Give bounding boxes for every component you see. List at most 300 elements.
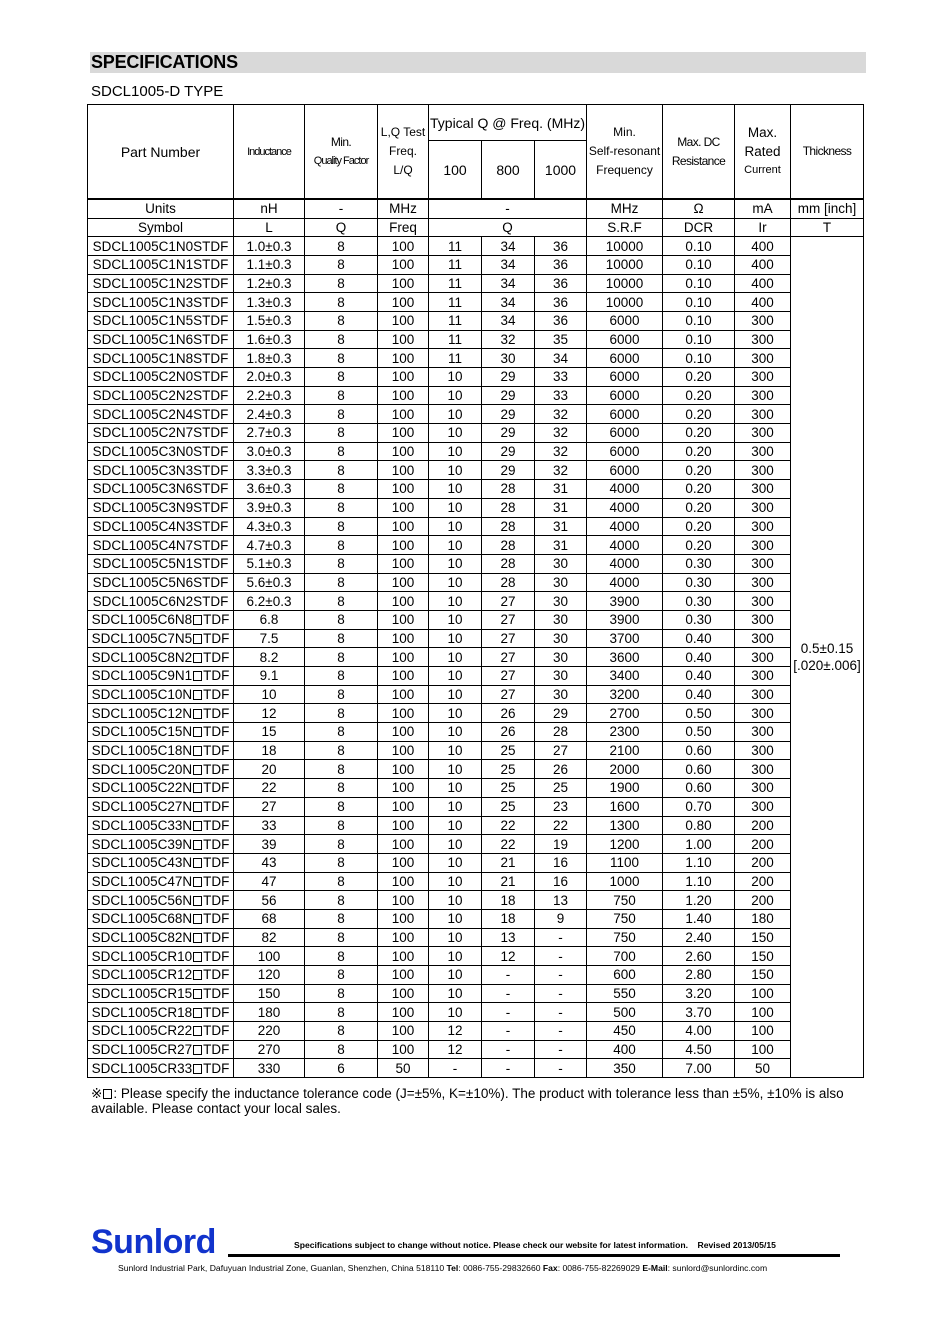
footer-notice-text: Specifications subject to change without notice. Please check our website for latest information. bbox=[294, 1240, 688, 1250]
part-number bbox=[88, 816, 234, 835]
inductance-cell: 56 bbox=[234, 891, 305, 910]
srf-cell: 3600 bbox=[587, 648, 663, 667]
table-row bbox=[88, 685, 864, 704]
dcr-cell: 0.60 bbox=[663, 779, 735, 798]
rated-current-cell: 200 bbox=[735, 816, 791, 835]
tolerance-box-icon bbox=[193, 653, 202, 663]
inductance-cell: 330 bbox=[234, 1059, 305, 1078]
q-800-cell: 12 bbox=[482, 947, 535, 966]
srf-cell: 1300 bbox=[587, 816, 663, 835]
table-row bbox=[88, 554, 864, 573]
part-number-prefix: SDCL1005C1N5STDF bbox=[92, 313, 229, 329]
min-q-cell: 8 bbox=[305, 816, 378, 835]
q-800-cell: 34 bbox=[482, 255, 535, 274]
tolerance-box-icon bbox=[193, 802, 202, 812]
part-number bbox=[88, 498, 234, 517]
rated-current-cell: 300 bbox=[735, 536, 791, 555]
part-number-prefix: SDCL1005C6N8 bbox=[91, 612, 193, 628]
test-freq-cell: 100 bbox=[378, 311, 429, 330]
tolerance-box-icon bbox=[193, 989, 202, 999]
min-q-cell: 8 bbox=[305, 237, 378, 256]
part-number-suffix: TDF bbox=[203, 929, 230, 945]
tolerance-box-icon bbox=[193, 746, 202, 756]
part-number-prefix: SDCL1005C12N bbox=[91, 705, 193, 721]
q-1000-cell: 28 bbox=[535, 723, 587, 742]
test-freq-cell: 100 bbox=[378, 554, 429, 573]
header-min-q-line1: Min. bbox=[330, 134, 352, 149]
q-800-cell: 27 bbox=[482, 667, 535, 686]
q-1000-cell: 36 bbox=[535, 274, 587, 293]
table-row bbox=[88, 947, 864, 966]
srf-cell: 1100 bbox=[587, 853, 663, 872]
part-number bbox=[88, 872, 234, 891]
part-number bbox=[88, 629, 234, 648]
test-freq-cell: 100 bbox=[378, 386, 429, 405]
part-number bbox=[88, 311, 234, 330]
q-1000-cell: 35 bbox=[535, 330, 587, 349]
part-number-prefix: SDCL1005C1N8STDF bbox=[92, 350, 229, 366]
dcr-cell: 3.20 bbox=[663, 984, 735, 1003]
q-1000-cell: 36 bbox=[535, 255, 587, 274]
header-freq-1000: 1000 bbox=[535, 141, 587, 200]
symbol-label: Symbol bbox=[88, 218, 234, 237]
part-number-suffix: TDF bbox=[203, 687, 230, 703]
table-row bbox=[88, 405, 864, 424]
q-100-cell: 10 bbox=[429, 984, 482, 1003]
table-row bbox=[88, 928, 864, 947]
table-row bbox=[88, 368, 864, 387]
q-800-cell: 30 bbox=[482, 349, 535, 368]
q-800-cell: 29 bbox=[482, 424, 535, 443]
part-number bbox=[88, 405, 234, 424]
min-q-cell: 8 bbox=[305, 442, 378, 461]
q-1000-cell: 31 bbox=[535, 498, 587, 517]
q-1000-cell: 19 bbox=[535, 835, 587, 854]
srf-cell: 10000 bbox=[587, 237, 663, 256]
header-srf-line1: Min. bbox=[613, 125, 636, 139]
table-row bbox=[88, 517, 864, 536]
table-row bbox=[88, 255, 864, 274]
dcr-cell: 0.80 bbox=[663, 816, 735, 835]
tolerance-box-icon bbox=[193, 896, 202, 906]
min-q-cell: 8 bbox=[305, 1022, 378, 1041]
table-row bbox=[88, 779, 864, 798]
part-number-suffix: TDF bbox=[203, 836, 230, 852]
test-freq-cell: 100 bbox=[378, 480, 429, 499]
srf-cell: 500 bbox=[587, 1003, 663, 1022]
table-row bbox=[88, 723, 864, 742]
part-number-suffix: TDF bbox=[203, 649, 230, 665]
part-number-prefix: SDCL1005C2N2STDF bbox=[92, 388, 229, 404]
units-current: mA bbox=[735, 199, 791, 218]
min-q-cell: 8 bbox=[305, 592, 378, 611]
table-row bbox=[88, 667, 864, 686]
table-row bbox=[88, 1003, 864, 1022]
header-rated-line3: Current bbox=[744, 164, 781, 176]
part-number-prefix: SDCL1005C27N bbox=[91, 799, 193, 815]
q-800-cell: - bbox=[482, 1022, 535, 1041]
tolerance-box-icon bbox=[193, 933, 202, 943]
srf-cell: 550 bbox=[587, 984, 663, 1003]
table-row bbox=[88, 1022, 864, 1041]
q-1000-cell: 30 bbox=[535, 554, 587, 573]
q-1000-cell: 30 bbox=[535, 648, 587, 667]
inductance-cell: 2.0±0.3 bbox=[234, 368, 305, 387]
q-100-cell: 10 bbox=[429, 779, 482, 798]
part-number-prefix: SDCL1005C3N6STDF bbox=[92, 481, 229, 497]
dcr-cell: 0.40 bbox=[663, 667, 735, 686]
dcr-cell: 4.50 bbox=[663, 1040, 735, 1059]
dcr-cell: 3.70 bbox=[663, 1003, 735, 1022]
header-lq-line1: L,Q Test bbox=[380, 125, 426, 139]
test-freq-cell: 100 bbox=[378, 592, 429, 611]
part-number-prefix: SDCL1005CR18 bbox=[91, 1004, 193, 1020]
q-100-cell: 10 bbox=[429, 853, 482, 872]
q-800-cell: 34 bbox=[482, 293, 535, 312]
inductance-cell: 1.5±0.3 bbox=[234, 311, 305, 330]
q-100-cell: 10 bbox=[429, 1003, 482, 1022]
q-100-cell: - bbox=[429, 1059, 482, 1078]
tel-value: : 0086-755-29832660 bbox=[458, 1263, 541, 1273]
q-800-cell: 28 bbox=[482, 573, 535, 592]
symbol-freq: Freq bbox=[378, 218, 429, 237]
dcr-cell: 1.40 bbox=[663, 909, 735, 928]
dcr-cell: 0.20 bbox=[663, 536, 735, 555]
min-q-cell: 8 bbox=[305, 573, 378, 592]
q-1000-cell: 31 bbox=[535, 536, 587, 555]
srf-cell: 4000 bbox=[587, 554, 663, 573]
q-1000-cell: 32 bbox=[535, 424, 587, 443]
tolerance-box-icon bbox=[193, 1045, 202, 1055]
part-number bbox=[88, 330, 234, 349]
q-100-cell: 11 bbox=[429, 274, 482, 293]
dcr-cell: 2.40 bbox=[663, 928, 735, 947]
header-freq-100: 100 bbox=[429, 141, 482, 200]
part-number-prefix: SDCL1005C22N bbox=[91, 780, 193, 796]
symbol-typical-q: Q bbox=[429, 218, 587, 237]
q-1000-cell: 32 bbox=[535, 405, 587, 424]
q-800-cell: 29 bbox=[482, 386, 535, 405]
q-1000-cell: 16 bbox=[535, 853, 587, 872]
part-number-suffix: TDF bbox=[203, 761, 230, 777]
part-number-prefix: SDCL1005C33N bbox=[91, 817, 193, 833]
q-100-cell: 12 bbox=[429, 1040, 482, 1059]
table-row bbox=[88, 536, 864, 555]
part-number bbox=[88, 835, 234, 854]
symbol-q: Q bbox=[305, 218, 378, 237]
srf-cell: 2100 bbox=[587, 741, 663, 760]
q-800-cell: 22 bbox=[482, 816, 535, 835]
min-q-cell: 8 bbox=[305, 947, 378, 966]
test-freq-cell: 100 bbox=[378, 1040, 429, 1059]
inductance-cell: 4.7±0.3 bbox=[234, 536, 305, 555]
units-freq: MHz bbox=[378, 199, 429, 218]
dcr-cell: 1.10 bbox=[663, 872, 735, 891]
part-number-prefix: SDCL1005CR22 bbox=[91, 1023, 193, 1039]
rated-current-cell: 150 bbox=[735, 947, 791, 966]
srf-cell: 10000 bbox=[587, 293, 663, 312]
q-800-cell: 13 bbox=[482, 928, 535, 947]
test-freq-cell: 100 bbox=[378, 835, 429, 854]
min-q-cell: 8 bbox=[305, 610, 378, 629]
q-800-cell: - bbox=[482, 1059, 535, 1078]
rated-current-cell: 400 bbox=[735, 274, 791, 293]
dcr-cell: 0.40 bbox=[663, 648, 735, 667]
srf-cell: 3400 bbox=[587, 667, 663, 686]
min-q-cell: 8 bbox=[305, 461, 378, 480]
rated-current-cell: 100 bbox=[735, 984, 791, 1003]
q-100-cell: 10 bbox=[429, 947, 482, 966]
part-number-prefix: SDCL1005C1N2STDF bbox=[92, 275, 229, 291]
part-number bbox=[88, 704, 234, 723]
tolerance-note bbox=[91, 1086, 871, 1116]
part-number-suffix: TDF bbox=[203, 799, 230, 815]
test-freq-cell: 100 bbox=[378, 424, 429, 443]
table-row bbox=[88, 461, 864, 480]
part-number-prefix: SDCL1005C15N bbox=[91, 724, 193, 740]
q-100-cell: 11 bbox=[429, 330, 482, 349]
q-1000-cell: 32 bbox=[535, 442, 587, 461]
header-dcr bbox=[663, 105, 735, 200]
srf-cell: 400 bbox=[587, 1040, 663, 1059]
test-freq-cell: 100 bbox=[378, 947, 429, 966]
q-100-cell: 10 bbox=[429, 966, 482, 985]
q-100-cell: 10 bbox=[429, 872, 482, 891]
q-1000-cell: - bbox=[535, 947, 587, 966]
test-freq-cell: 100 bbox=[378, 498, 429, 517]
q-800-cell: 21 bbox=[482, 853, 535, 872]
part-number-suffix: TDF bbox=[203, 911, 230, 927]
test-freq-cell: 100 bbox=[378, 368, 429, 387]
table-row bbox=[88, 797, 864, 816]
test-freq-cell: 100 bbox=[378, 723, 429, 742]
q-1000-cell: 30 bbox=[535, 667, 587, 686]
q-1000-cell: 31 bbox=[535, 480, 587, 499]
part-number-prefix: SDCL1005C1N3STDF bbox=[92, 294, 229, 310]
srf-cell: 4000 bbox=[587, 517, 663, 536]
rated-current-cell: 300 bbox=[735, 704, 791, 723]
test-freq-cell: 100 bbox=[378, 704, 429, 723]
inductance-cell: 1.2±0.3 bbox=[234, 274, 305, 293]
q-1000-cell: 30 bbox=[535, 592, 587, 611]
symbol-current: Ir bbox=[735, 218, 791, 237]
dcr-cell: 7.00 bbox=[663, 1059, 735, 1078]
tolerance-box-icon bbox=[193, 952, 202, 962]
min-q-cell: 8 bbox=[305, 554, 378, 573]
srf-cell: 6000 bbox=[587, 330, 663, 349]
rated-current-cell: 300 bbox=[735, 667, 791, 686]
part-number bbox=[88, 1059, 234, 1078]
part-number-suffix: TDF bbox=[203, 1004, 230, 1020]
test-freq-cell: 100 bbox=[378, 891, 429, 910]
srf-cell: 6000 bbox=[587, 368, 663, 387]
q-100-cell: 10 bbox=[429, 536, 482, 555]
part-number-prefix: SDCL1005C3N9STDF bbox=[92, 500, 229, 516]
rated-current-cell: 400 bbox=[735, 293, 791, 312]
q-800-cell: - bbox=[482, 984, 535, 1003]
table-row bbox=[88, 311, 864, 330]
test-freq-cell: 100 bbox=[378, 741, 429, 760]
q-800-cell: 25 bbox=[482, 797, 535, 816]
table-row bbox=[88, 293, 864, 312]
min-q-cell: 8 bbox=[305, 667, 378, 686]
min-q-cell: 8 bbox=[305, 685, 378, 704]
q-1000-cell: 36 bbox=[535, 237, 587, 256]
table-row bbox=[88, 984, 864, 1003]
q-800-cell: 27 bbox=[482, 629, 535, 648]
part-number-prefix: SDCL1005C7N5 bbox=[91, 630, 193, 646]
tolerance-box-icon bbox=[193, 840, 202, 850]
srf-cell: 6000 bbox=[587, 311, 663, 330]
q-800-cell: - bbox=[482, 966, 535, 985]
rated-current-cell: 400 bbox=[735, 255, 791, 274]
inductance-cell: 3.0±0.3 bbox=[234, 442, 305, 461]
dcr-cell: 0.30 bbox=[663, 573, 735, 592]
q-800-cell: 28 bbox=[482, 498, 535, 517]
rated-current-cell: 300 bbox=[735, 592, 791, 611]
srf-cell: 1900 bbox=[587, 779, 663, 798]
rated-current-cell: 300 bbox=[735, 386, 791, 405]
inductance-cell: 9.1 bbox=[234, 667, 305, 686]
test-freq-cell: 100 bbox=[378, 237, 429, 256]
rated-current-cell: 300 bbox=[735, 648, 791, 667]
part-number-suffix: TDF bbox=[203, 743, 230, 759]
test-freq-cell: 100 bbox=[378, 536, 429, 555]
table-row bbox=[88, 498, 864, 517]
srf-cell: 4000 bbox=[587, 480, 663, 499]
q-1000-cell: - bbox=[535, 984, 587, 1003]
part-number bbox=[88, 274, 234, 293]
part-number bbox=[88, 648, 234, 667]
rated-current-cell: 150 bbox=[735, 966, 791, 985]
q-100-cell: 10 bbox=[429, 667, 482, 686]
q-1000-cell: 30 bbox=[535, 629, 587, 648]
srf-cell: 6000 bbox=[587, 386, 663, 405]
min-q-cell: 8 bbox=[305, 723, 378, 742]
min-q-cell: 8 bbox=[305, 648, 378, 667]
test-freq-cell: 100 bbox=[378, 966, 429, 985]
q-100-cell: 12 bbox=[429, 1022, 482, 1041]
part-number-prefix: SDCL1005C82N bbox=[91, 929, 193, 945]
min-q-cell: 8 bbox=[305, 797, 378, 816]
dcr-cell: 0.20 bbox=[663, 368, 735, 387]
rated-current-cell: 180 bbox=[735, 909, 791, 928]
inductance-cell: 1.1±0.3 bbox=[234, 255, 305, 274]
part-number bbox=[88, 797, 234, 816]
part-number-suffix: TDF bbox=[203, 948, 230, 964]
q-800-cell: 27 bbox=[482, 685, 535, 704]
units-thickness: mm [inch] bbox=[791, 199, 864, 218]
part-number bbox=[88, 554, 234, 573]
srf-cell: 2000 bbox=[587, 760, 663, 779]
rated-current-cell: 100 bbox=[735, 1003, 791, 1022]
dcr-cell: 0.60 bbox=[663, 760, 735, 779]
inductance-cell: 120 bbox=[234, 966, 305, 985]
part-number-prefix: SDCL1005C47N bbox=[91, 873, 193, 889]
dcr-cell: 0.10 bbox=[663, 349, 735, 368]
tolerance-box-icon bbox=[193, 690, 202, 700]
note-text: : Please specify the inductance tolerance code (J=±5%, K=±10%). The product with tolerance less than ±5%, ±10% is also available. Please contact your local sales. bbox=[91, 1086, 844, 1116]
q-1000-cell: - bbox=[535, 1059, 587, 1078]
srf-cell: 3700 bbox=[587, 629, 663, 648]
min-q-cell: 8 bbox=[305, 891, 378, 910]
test-freq-cell: 100 bbox=[378, 610, 429, 629]
email-label: E-Mail bbox=[642, 1263, 668, 1273]
dcr-cell: 0.20 bbox=[663, 498, 735, 517]
header-lq-test bbox=[378, 105, 429, 200]
header-dcr-line1: Max. DC bbox=[677, 134, 720, 149]
dcr-cell: 0.10 bbox=[663, 330, 735, 349]
srf-cell: 6000 bbox=[587, 405, 663, 424]
q-100-cell: 11 bbox=[429, 293, 482, 312]
q-100-cell: 10 bbox=[429, 517, 482, 536]
q-1000-cell: 27 bbox=[535, 741, 587, 760]
test-freq-cell: 100 bbox=[378, 330, 429, 349]
q-800-cell: 28 bbox=[482, 536, 535, 555]
header-dcr-line2: Resistance bbox=[671, 153, 726, 168]
table-row bbox=[88, 835, 864, 854]
part-number bbox=[88, 1022, 234, 1041]
fax-value: : 0086-755-82269029 bbox=[557, 1263, 640, 1273]
q-1000-cell: - bbox=[535, 1040, 587, 1059]
srf-cell: 4000 bbox=[587, 536, 663, 555]
symbol-thickness: T bbox=[791, 218, 864, 237]
srf-cell: 600 bbox=[587, 966, 663, 985]
dcr-cell: 2.60 bbox=[663, 947, 735, 966]
q-1000-cell: 31 bbox=[535, 517, 587, 536]
inductance-cell: 1.6±0.3 bbox=[234, 330, 305, 349]
min-q-cell: 8 bbox=[305, 368, 378, 387]
q-1000-cell: 36 bbox=[535, 293, 587, 312]
q-100-cell: 10 bbox=[429, 741, 482, 760]
srf-cell: 2300 bbox=[587, 723, 663, 742]
tolerance-box-icon bbox=[193, 1008, 202, 1018]
part-number-prefix: SDCL1005C18N bbox=[91, 743, 193, 759]
dcr-cell: 0.30 bbox=[663, 554, 735, 573]
test-freq-cell: 100 bbox=[378, 442, 429, 461]
q-1000-cell: 33 bbox=[535, 386, 587, 405]
part-number bbox=[88, 424, 234, 443]
inductance-cell: 82 bbox=[234, 928, 305, 947]
part-number-suffix: TDF bbox=[203, 817, 230, 833]
srf-cell: 1200 bbox=[587, 835, 663, 854]
inductance-cell: 7.5 bbox=[234, 629, 305, 648]
rated-current-cell: 300 bbox=[735, 461, 791, 480]
table-row bbox=[88, 891, 864, 910]
header-thickness: Thickness bbox=[791, 105, 864, 200]
srf-cell: 6000 bbox=[587, 442, 663, 461]
dcr-cell: 1.20 bbox=[663, 891, 735, 910]
part-number-prefix: SDCL1005C1N6STDF bbox=[92, 331, 229, 347]
rated-current-cell: 300 bbox=[735, 330, 791, 349]
part-number-prefix: SDCL1005C3N0STDF bbox=[92, 444, 229, 460]
units-srf: MHz bbox=[587, 199, 663, 218]
q-800-cell: 26 bbox=[482, 704, 535, 723]
part-number bbox=[88, 723, 234, 742]
part-number bbox=[88, 928, 234, 947]
tolerance-box-icon bbox=[193, 634, 202, 644]
min-q-cell: 8 bbox=[305, 779, 378, 798]
tolerance-box-icon bbox=[103, 1089, 112, 1099]
part-number-suffix: TDF bbox=[203, 855, 230, 871]
q-100-cell: 10 bbox=[429, 723, 482, 742]
q-1000-cell: - bbox=[535, 1022, 587, 1041]
table-row bbox=[88, 872, 864, 891]
rated-current-cell: 300 bbox=[735, 797, 791, 816]
q-800-cell: 26 bbox=[482, 723, 535, 742]
min-q-cell: 8 bbox=[305, 293, 378, 312]
part-number-suffix: TDF bbox=[203, 1023, 230, 1039]
